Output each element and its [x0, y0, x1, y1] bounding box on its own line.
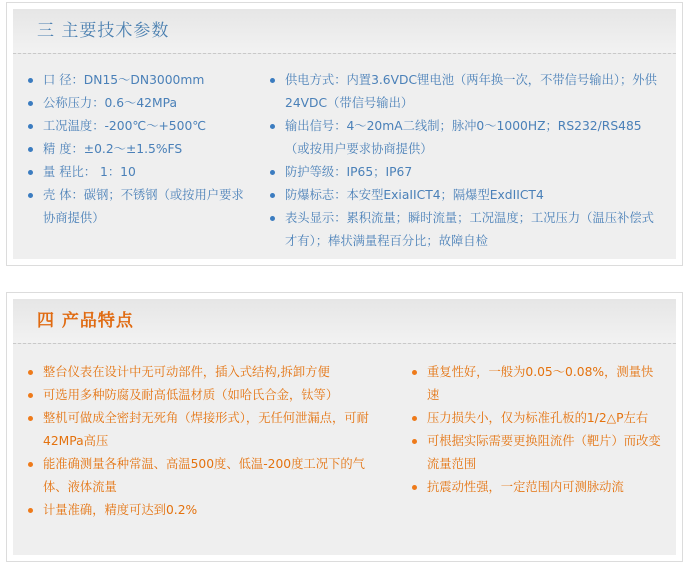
bullet-icon	[270, 170, 275, 175]
list-item: 能准确测量各种常温、高温500度、低温-200度工况下的气体、液体流量	[27, 453, 373, 499]
bullet-icon	[28, 78, 33, 83]
list-item: 抗震动性强，一定范围内可测脉动流	[411, 476, 663, 499]
bullet-icon	[28, 416, 33, 421]
bullet-icon	[412, 416, 417, 421]
list-item: 公称压力：0.6～42MPa	[27, 92, 245, 115]
bullet-icon	[28, 508, 33, 513]
bullet-icon	[28, 370, 33, 375]
list-item: 输出信号：4～20mA二线制；脉冲0～1000HZ；RS232/RS485（或按用户要求协商提供）	[269, 115, 661, 161]
bullet-icon	[270, 216, 275, 221]
bullet-icon	[28, 193, 33, 198]
list-item: 壳 体：碳钢；不锈钢（或按用户要求协商提供）	[27, 184, 245, 230]
bullet-icon	[270, 124, 275, 129]
feature-list-right	[411, 361, 663, 499]
bullet-icon	[28, 147, 33, 152]
bullet-icon	[28, 462, 33, 467]
list-item: 整台仪表在设计中无可动部件，插入式结构,拆卸方便	[27, 361, 373, 384]
list-item: 供电方式：内置3.6VDC锂电池（两年换一次，不带信号输出）；外供24VDC（带信号输出）	[269, 69, 661, 115]
parameter-list-right	[269, 69, 661, 253]
bullet-icon	[28, 393, 33, 398]
bullet-icon	[412, 439, 417, 444]
list-item: 表头显示：累积流量；瞬时流量；工况温度；工况压力（温压补偿式才有）；棒状满量程百分比；故障自检	[269, 207, 661, 253]
list-item: 整机可做成全密封无死角（焊接形式），无任何泄漏点，可耐42MPa高压	[27, 407, 373, 453]
bullet-icon	[270, 193, 275, 198]
list-item: 计量准确，精度可达到0.2%	[27, 499, 373, 522]
product-features-header	[13, 299, 676, 344]
list-item: 压力损失小，仅为标准孔板的1/2△P左右	[411, 407, 663, 430]
section-title: 四 产品特点	[37, 311, 134, 331]
technical-parameters-panel	[6, 2, 683, 266]
list-item: 重复性好，一般为0.05～0.08%，测量快速	[411, 361, 663, 407]
bullet-icon	[412, 485, 417, 490]
section-title: 三 主要技术参数	[37, 21, 170, 41]
list-item: 精 度：±0.2～±1.5%FS	[27, 138, 245, 161]
list-item: 工况温度：-200℃～+500℃	[27, 115, 245, 138]
list-item: 防护等级：IP65；IP67	[269, 161, 661, 184]
list-item: 量 程比： 1：10	[27, 161, 245, 184]
bullet-icon	[412, 370, 417, 375]
bullet-icon	[28, 124, 33, 129]
bullet-icon	[28, 101, 33, 106]
list-item: 口 径：DN15～DN3000mm	[27, 69, 245, 92]
feature-list-left	[27, 361, 373, 522]
bullet-icon	[28, 170, 33, 175]
list-item: 可根据实际需要更换阻流件（靶片）而改变流量范围	[411, 430, 663, 476]
technical-parameters-header	[13, 9, 676, 54]
parameter-list-left	[27, 69, 245, 230]
list-item: 防爆标志：本安型ExiaIICT4；隔爆型ExdIICT4	[269, 184, 661, 207]
technical-parameters-body	[13, 9, 676, 259]
product-features-body	[13, 299, 676, 555]
bullet-icon	[270, 78, 275, 83]
list-item: 可选用多种防腐及耐高低温材质（如哈氏合金，钛等）	[27, 384, 373, 407]
product-features-panel	[6, 292, 683, 562]
